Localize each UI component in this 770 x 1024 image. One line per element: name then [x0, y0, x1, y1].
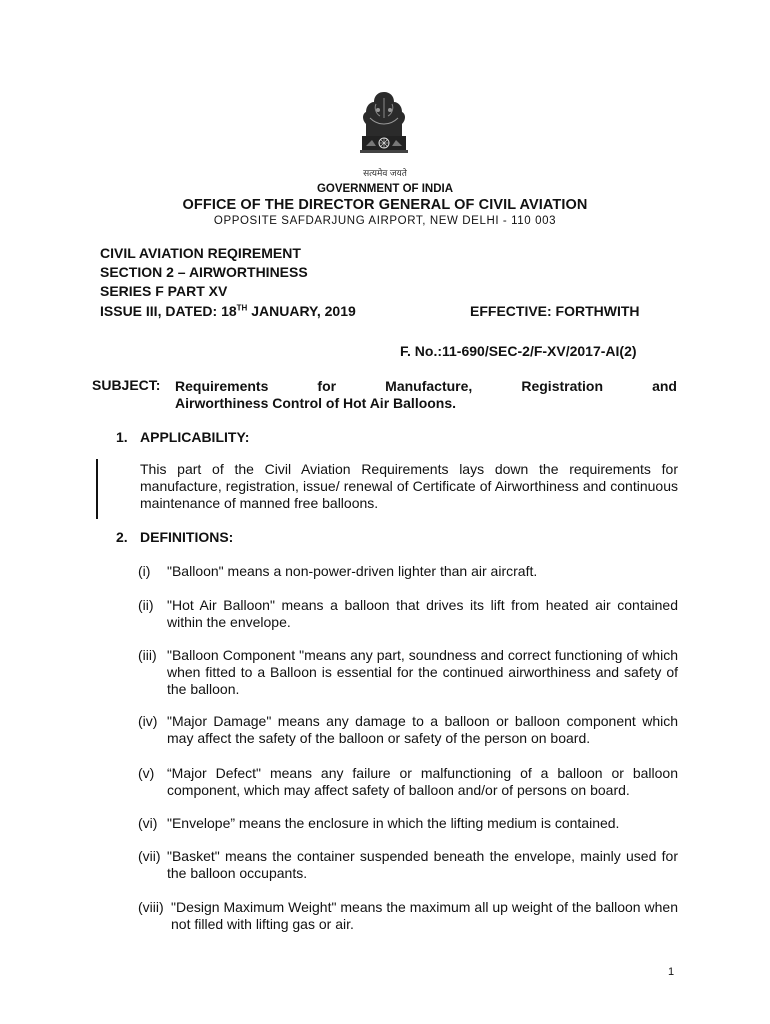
series-line: SERIES F PART XV	[100, 283, 228, 299]
section-2-number: 2.	[116, 529, 128, 545]
emblem-motto: सत्यमेव जयते	[363, 168, 407, 178]
section-1-title: APPLICABILITY:	[140, 429, 250, 445]
definition-item: (ii) "Hot Air Balloon" means a balloon that drives its lift from heated air contained within the envelope.	[138, 597, 678, 630]
state-emblem-icon	[354, 88, 414, 178]
office-address: OPPOSITE SAFDARJUNG AIRPORT, NEW DELHI - 110 003	[213, 215, 557, 227]
file-number: F. No.:11-690/SEC-2/F-XV/2017-AI(2)	[400, 343, 637, 359]
page-number: 1	[668, 966, 675, 978]
applicability-paragraph: This part of the Civil Aviation Requirements lays down the requirements for manufacture, registration, issue/ renewal of Certificate of Airworthiness and continuous maintenance of manned free balloons.	[140, 461, 678, 511]
section-2-title: DEFINITIONS:	[140, 529, 234, 545]
definition-item: (vii) "Basket" means the container suspended beneath the envelope, mainly used for the balloon occupants.	[138, 848, 678, 881]
definition-item: (iii) "Balloon Component "means any part, soundness and correct functioning of which when fitted to a Balloon is essential for the continued airworthiness and safety of the balloon.	[138, 647, 678, 697]
subject-label: SUBJECT:	[92, 377, 161, 393]
car-title: CIVIL AVIATION REQIREMENT	[100, 245, 301, 261]
effective-date: EFFECTIVE: FORTHWITH	[470, 303, 640, 319]
section-1-number: 1.	[116, 429, 128, 445]
issue-line: ISSUE III, DATED: 18TH JANUARY, 2019	[100, 303, 356, 319]
subject-line-2: Airworthiness Control of Hot Air Balloons.	[175, 395, 457, 411]
definition-item: (vi) "Envelope” means the enclosure in which the lifting medium is contained.	[138, 815, 620, 831]
subject-line-1: Requirements for Manufacture, Registration and	[175, 378, 677, 394]
revision-bar	[96, 459, 98, 519]
definition-item: (i) "Balloon" means a non-power-driven lighter than air aircraft.	[138, 563, 538, 579]
office-heading: OFFICE OF THE DIRECTOR GENERAL OF CIVIL AVIATION	[182, 197, 588, 213]
definition-item: (v) “Major Defect" means any failure or malfunctioning of a balloon or balloon component, which may affect safety of balloon and/or of persons on board.	[138, 765, 678, 798]
definition-item: (viii) "Design Maximum Weight" means the maximum all up weight of the balloon when not filled with lifting gas or air.	[138, 899, 678, 932]
government-heading: GOVERNMENT OF INDIA	[316, 183, 454, 195]
definition-item: (iv) "Major Damage" means any damage to a balloon or balloon component which may affect the safety of the balloon or safety of the person on board.	[138, 713, 678, 746]
section-line: SECTION 2 – AIRWORTHINESS	[100, 264, 308, 280]
